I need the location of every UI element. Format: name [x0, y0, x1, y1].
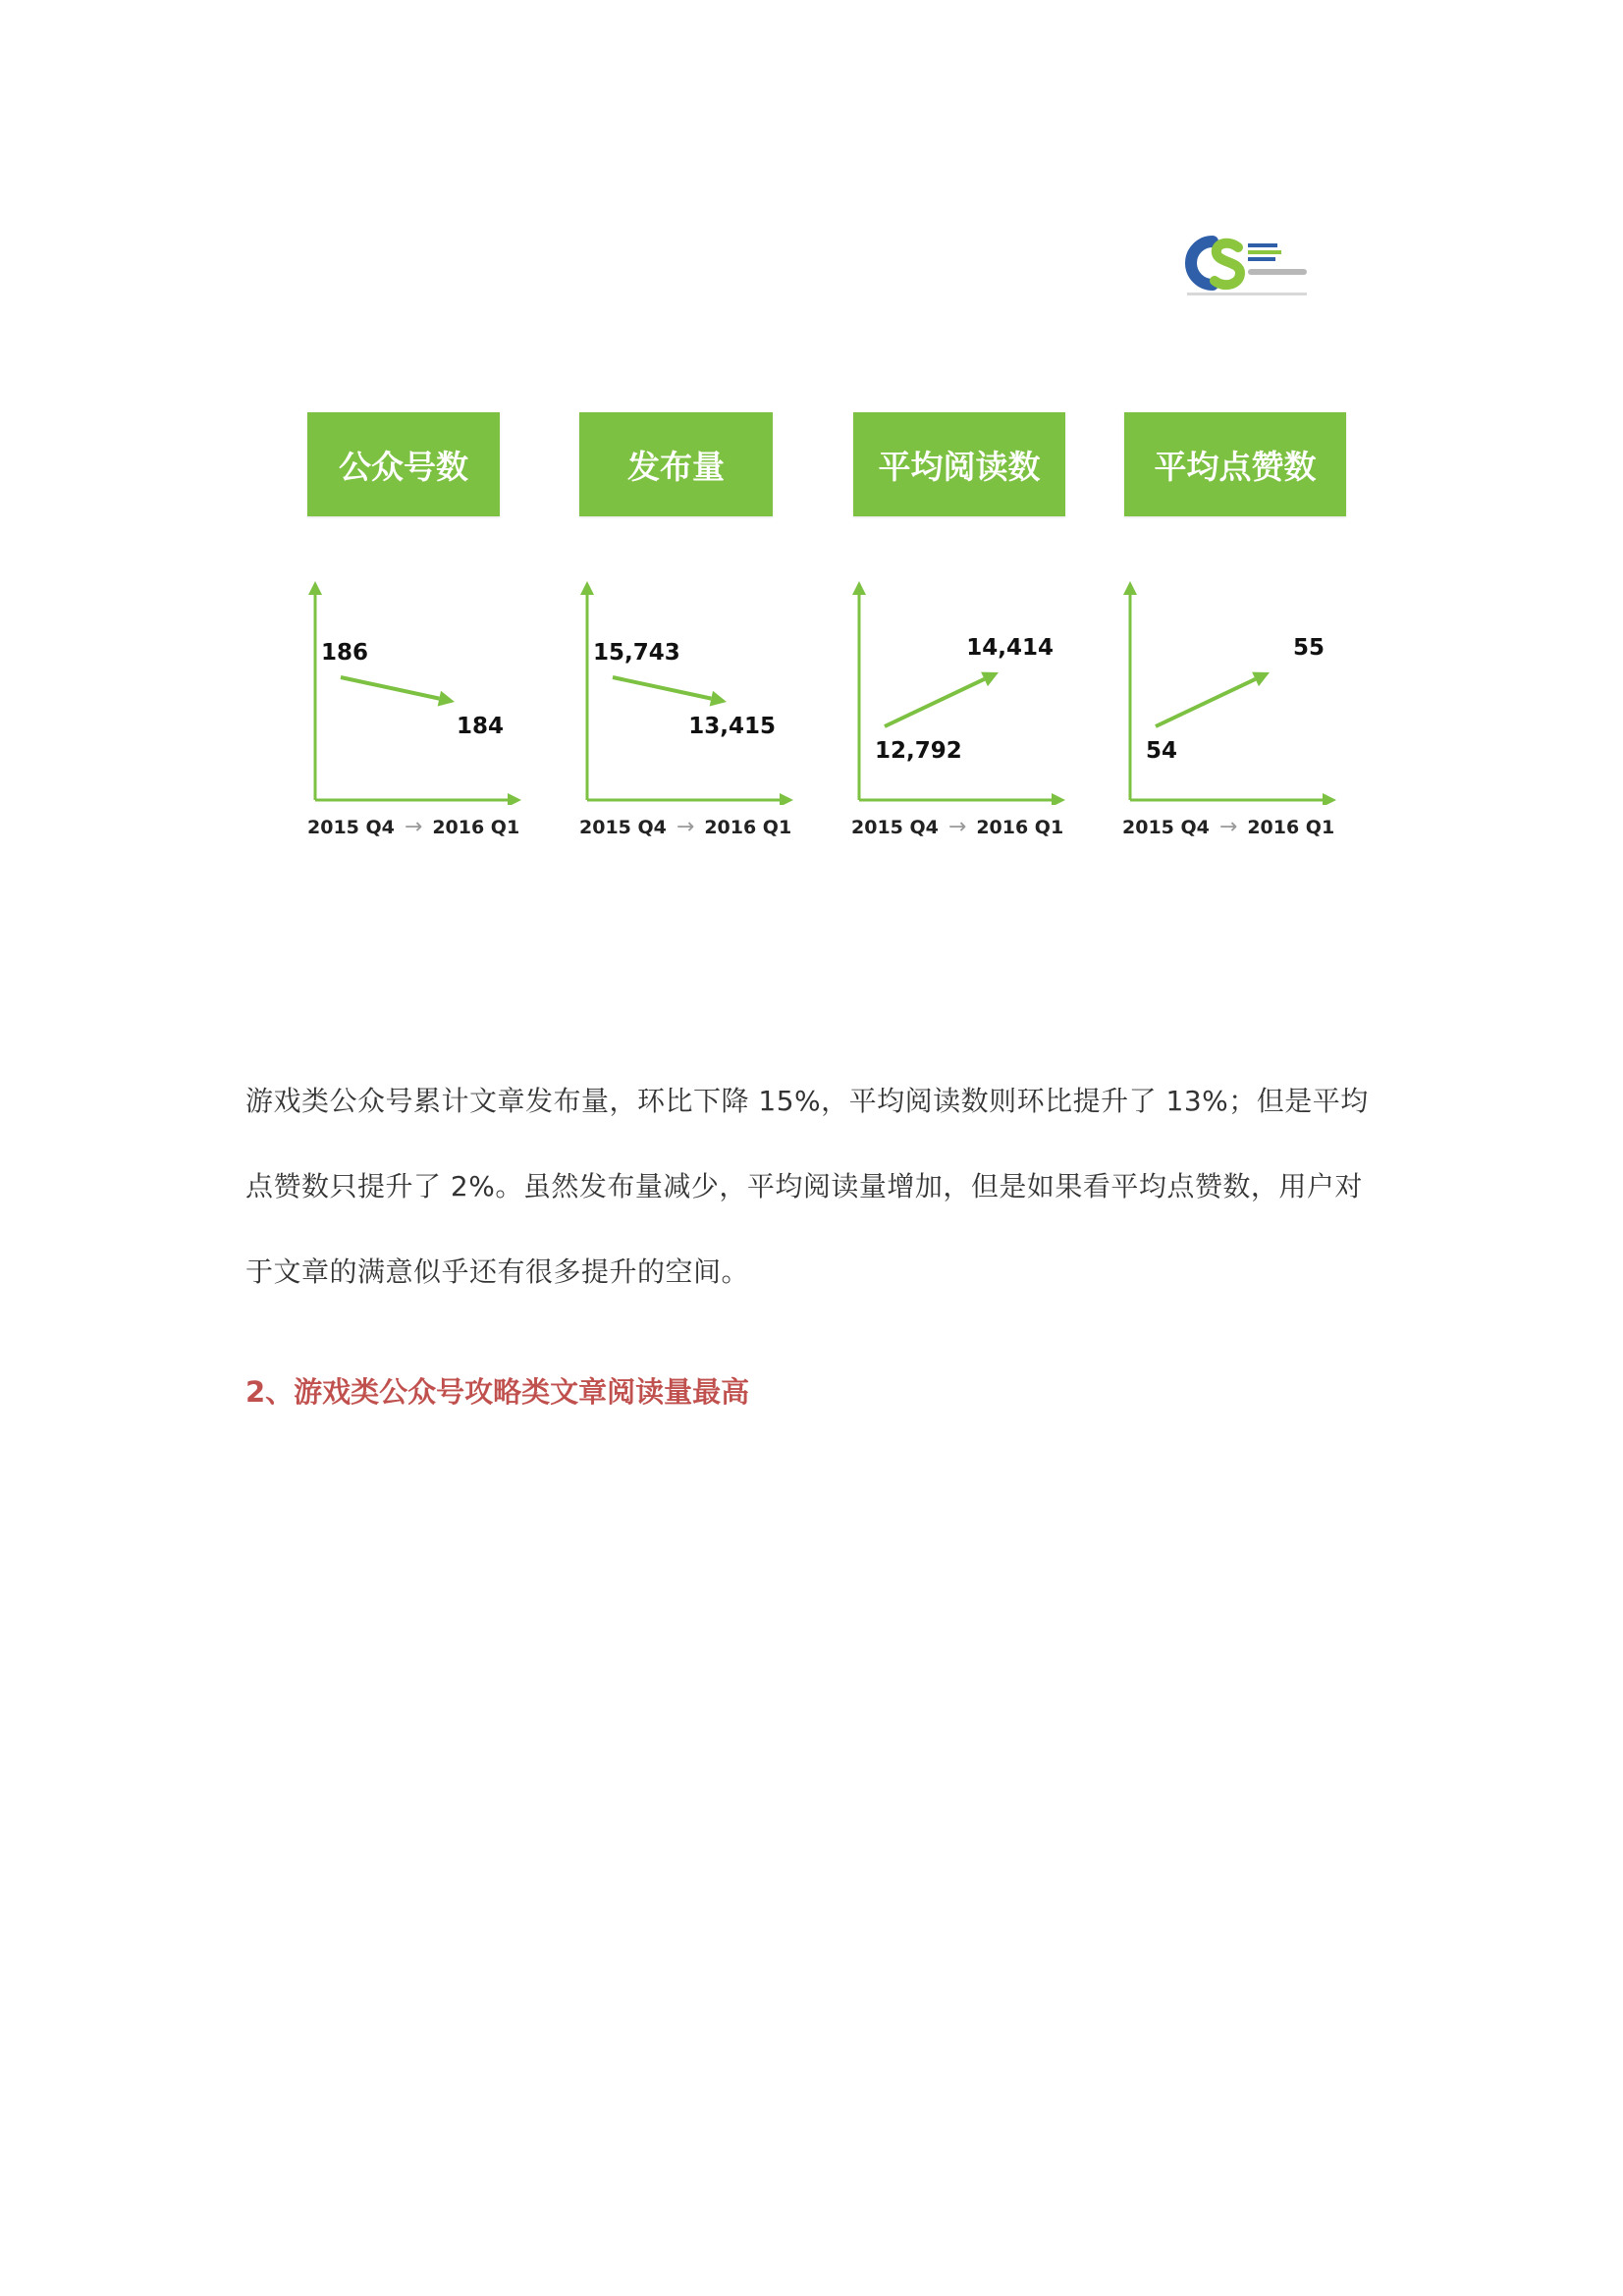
trend-arrow: [885, 672, 999, 726]
x-axis: [859, 793, 1065, 805]
period-label: [579, 815, 791, 839]
section-heading: 2、游戏类公众号攻略类文章阅读量最高: [245, 1375, 750, 1409]
right-arrow-icon: →: [947, 815, 967, 839]
data-label-start: 186: [321, 640, 369, 666]
trend-arrow: [1156, 672, 1270, 726]
period-label: [307, 815, 519, 839]
x-axis: [1130, 793, 1336, 805]
y-axis: [1123, 581, 1137, 800]
period-from: 2015 Q4: [307, 816, 395, 838]
trend-line: [1156, 679, 1256, 726]
paragraph-line: 游戏类公众号累计文章发布量，环比下降 15%，平均阅读数则环比提升了 13%；但是平均: [245, 1085, 1369, 1117]
trend-arrowhead: [710, 691, 727, 707]
data-label-start: 15,743: [593, 640, 680, 666]
period-to: 2016 Q1: [1247, 816, 1335, 838]
y-axis: [580, 581, 594, 800]
period-to: 2016 Q1: [976, 816, 1064, 838]
y-axis: [308, 581, 322, 800]
data-label-end: 184: [456, 714, 504, 739]
period-to: 2016 Q1: [432, 816, 520, 838]
period-from: 2015 Q4: [851, 816, 939, 838]
logo-bars-icon: [1248, 243, 1281, 263]
period-to: 2016 Q1: [704, 816, 792, 838]
trend-arrow: [341, 677, 455, 706]
trend-line: [613, 677, 711, 699]
chart-title: 平均阅读数: [853, 412, 1065, 516]
chart-plot: [851, 579, 1077, 805]
x-axis: [315, 793, 521, 805]
chart-plot: [1122, 579, 1348, 805]
data-label-start: 12,792: [875, 738, 962, 764]
y-axis: [852, 581, 866, 800]
right-arrow-icon: →: [1218, 815, 1238, 839]
right-arrow-icon: →: [404, 815, 423, 839]
data-label-end: 55: [1292, 635, 1325, 661]
period-label: [1122, 815, 1334, 839]
data-label-end: 14,414: [966, 635, 1054, 661]
paragraph-line: 点赞数只提升了 2%。虽然发布量减少，平均阅读量增加，但是如果看平均点赞数，用户对: [245, 1170, 1363, 1202]
logo-underline: [1187, 293, 1307, 295]
chart-title: 公众号数: [307, 412, 500, 516]
period-label: [851, 815, 1063, 839]
data-label-start: 54: [1146, 738, 1178, 764]
chart-title: 平均点赞数: [1124, 412, 1346, 516]
data-label-end: 13,415: [688, 714, 776, 739]
trend-arrowhead: [438, 691, 455, 707]
trend-line: [885, 679, 985, 726]
logo-subtitle-mark: [1248, 269, 1307, 277]
cs-logo-mark: [1183, 234, 1252, 293]
trend-arrow: [613, 677, 727, 706]
chart-plot: [307, 579, 533, 805]
chart-plot: [579, 579, 805, 805]
x-axis: [587, 793, 793, 805]
period-from: 2015 Q4: [579, 816, 667, 838]
period-from: 2015 Q4: [1122, 816, 1210, 838]
chart-title: 发布量: [579, 412, 773, 516]
paragraph-line: 于文章的满意似乎还有很多提升的空间。: [245, 1255, 750, 1288]
trend-line: [341, 677, 439, 699]
right-arrow-icon: →: [676, 815, 695, 839]
logo: [1183, 234, 1311, 300]
